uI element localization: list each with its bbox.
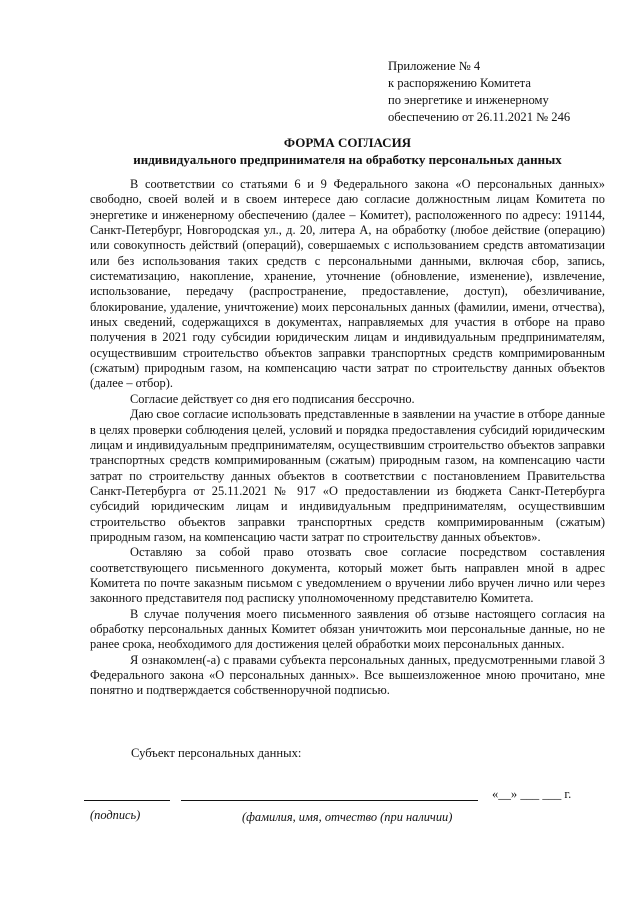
paragraph-usage: Даю свое согласие использовать представленные в заявлении на участие в отборе данные в целях проверки соблюдения целей, условий и порядка предоставления субсидий юридическим лицам и индивидуальным предпринимателям, осуществившим строительство объектов заправки транспортных средств компримированным (сжатым) природным газом, на компенсацию части затрат по строительству данных объектов в соответствии с постановлением Правительства Санкт-Петербурга от 25.11.2021 № 917 «О предоставлении из бюджета Санкт-Петербурга субсидий юридическим лицам и индивидуальным предпринимателям, осуществившим строительство объектов заправки транспортных средств компримированным (сжатым) природным газом, на компенсацию части затрат по строительству данных объектов». xyxy=(90,407,605,544)
paragraph-acknowledgement: Я ознакомлен(-а) с правами субъекта персональных данных, предусмотренными главой 3 Федерального закона «О персональных данных». Все вышеизложенное мною прочитано, мне понятно и подтверждается собственноручной подписью. xyxy=(90,652,605,698)
full-name-caption: (фамилия, имя, отчество (при наличии) xyxy=(242,810,453,824)
title-main: ФОРМА СОГЛАСИЯ xyxy=(283,135,412,150)
document-title xyxy=(90,134,605,168)
paragraph-validity: Согласие действует со дня его подписания бессрочно. xyxy=(130,391,415,406)
full-name-line xyxy=(181,800,478,801)
subject-label: Субъект персональных данных: xyxy=(131,746,302,760)
appendix-date: обеспечению от 26.11.2021 № 246 xyxy=(388,110,571,124)
paragraph-destruction: В случае получения моего письменного заявления об отзыве настоящего согласия на обработку персональных данных Комитет обязан уничтожить мои персональные данные, но не ранее срока, необходимого для достижения целей обработки моих персональных данных. xyxy=(90,606,605,652)
appendix-number: Приложение № 4 xyxy=(388,59,481,73)
appendix-committee: по энергетике и инженерному xyxy=(388,93,549,107)
paragraph-revocation: Оставляю за собой право отозвать свое согласие посредством составления соответствующего письменного документа, который может быть направлен мной в адрес Комитета по почте заказным письмом с уведомлением о вручении либо вручен лично или через законного представителя под расписку уполномоченному представителю Комитета. xyxy=(90,545,605,606)
date-field: «__» ___ ___ г. xyxy=(492,787,572,801)
signature-line xyxy=(84,800,170,801)
paragraph-consent-scope: В соответствии со статьями 6 и 9 Федерального закона «О персональных данных» свободно, своей волей и в своем интересе даю согласие должностным лицам Комитета по энергетике и инженерному обеспечению (далее – Комитет), расположенного по адресу: 191144, Санкт-Петербург, Новгородская ул., д. 20, литера А, на обработку (любое действие (операцию) или совокупность действий (операций), совершаемых с использованием средств автоматизации или без использования таких средств с персональными данными, включая сбор, запись, систематизацию, накопление, хранение, уточнение (обновление, изменение), извлечение, использование, передачу (распространение, предоставление, доступ), обезличивание, блокирование, удаление, уничтожение) моих персональных данных (фамилии, имени, отчества), иных сведений, содержащихся в документах, направляемых для участия в отборе на право получения в 2021 году субсидии юридическим лицам и индивидуальным предпринимателям, осуществившим строительство объектов заправки транспортных средств компримированным (сжатым) природным газом, на компенсацию части затрат по строительству данных объектов (далее – отбор). xyxy=(90,177,605,391)
appendix-block xyxy=(388,58,570,126)
signature-caption: (подпись) xyxy=(90,808,141,822)
title-sub: индивидуального предпринимателя на обработку персональных данных xyxy=(133,152,562,167)
appendix-order: к распоряжению Комитета xyxy=(388,76,531,90)
document-body xyxy=(90,177,605,699)
